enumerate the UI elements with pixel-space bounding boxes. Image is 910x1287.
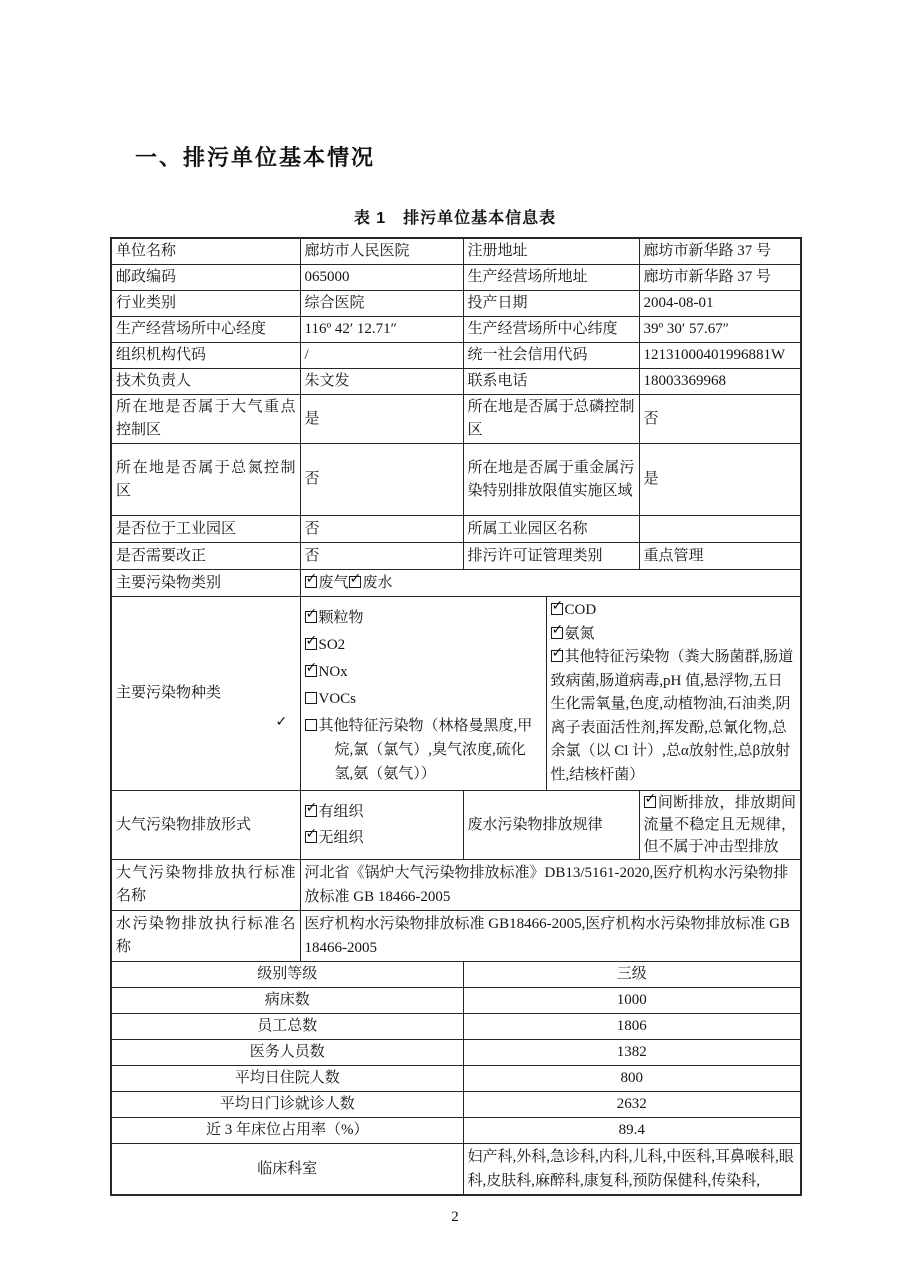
water-rule-label: 间断排放，排放期间流量不稳定且无规律，但不属于冲击型排放 (643, 795, 797, 855)
basic-info-table (110, 237, 802, 1196)
cell-label: 平均日住院人数 (111, 1066, 463, 1092)
cell-label: 主要污染物种类 (111, 597, 300, 791)
cell-value: 1382 (463, 1040, 801, 1066)
cell-value: 否 (300, 516, 463, 543)
table-row (111, 570, 801, 597)
air-form-item (305, 825, 459, 851)
cell-value: 2004-08-01 (639, 291, 801, 317)
cell-value: 1000 (463, 988, 801, 1014)
air-form-cell (300, 791, 463, 860)
cell-label: 所在地是否属于大气重点控制区 (111, 395, 300, 444)
checkbox-icon (305, 805, 317, 817)
cell-label: 主要污染物类别 (111, 570, 300, 597)
cell-label: 联系电话 (463, 369, 639, 395)
cell-value: 否 (639, 395, 801, 444)
cell-label: 废水污染物排放规律 (463, 791, 639, 860)
table-row (111, 860, 801, 911)
cell-label: 生产经营场所中心经度 (111, 317, 300, 343)
cell-value: 廊坊市人民医院 (300, 238, 463, 265)
cell-value: 医疗机构水污染物排放标准 GB18466-2005,医疗机构水污染物排放标准 GB 18466-2005 (300, 911, 801, 962)
table-row (111, 395, 801, 444)
table-row (111, 317, 801, 343)
checkbox-icon (305, 638, 317, 650)
pollutant-label: 其他特征污染物（林格曼黑度,甲烷,氯（氯气）,臭气浓度,硫化氢,氨（氨气）） (318, 718, 533, 782)
pollutant-item (305, 714, 542, 786)
air-form-label: 无组织 (318, 830, 364, 846)
cell-value: 是 (639, 444, 801, 516)
air-pollutants-cell (300, 597, 546, 791)
table-row (111, 238, 801, 265)
cell-value: 39º 30′ 57.67″ (639, 317, 801, 343)
checkbox-icon (551, 650, 563, 662)
table-row (111, 597, 801, 791)
checkbox-icon (305, 692, 317, 704)
water-pollutants-cell (546, 597, 801, 791)
table-row (111, 291, 801, 317)
category-label: 废气 (318, 574, 349, 591)
table-row (111, 444, 801, 516)
cell-label: 注册地址 (463, 238, 639, 265)
cell-value: 否 (300, 543, 463, 570)
cell-value: 廊坊市新华路 37 号 (639, 265, 801, 291)
table-caption: 表 1 排污单位基本信息表 (353, 210, 557, 227)
pollutant-label: 其他特征污染物（粪大肠菌群,肠道致病菌,肠道病毒,pH 值,悬浮物,五日生化需氧量,色度,动植物油,石油类,阴离子表面活性剂,挥发酚,总氰化物,总余氯（以 Cl 计）,总α放射性,总β放射性,结核杆菌） (550, 649, 794, 783)
table-row (111, 962, 801, 988)
cell-value: 妇产科,外科,急诊科,内科,儿科,中医科,耳鼻喉科,眼科,皮肤科,麻醉科,康复科,预防保健科,传染科, (463, 1144, 801, 1196)
cell-value: 三级 (463, 962, 801, 988)
category-label: 废水 (362, 574, 393, 591)
cell-label: 医务人员数 (111, 1040, 463, 1066)
cell-label: 单位名称 (111, 238, 300, 265)
cell-value: 18003369968 (639, 369, 801, 395)
cell-label: 生产经营场所地址 (463, 265, 639, 291)
pollutant-label: 氨氮 (564, 625, 595, 642)
table-row (111, 791, 801, 860)
cell-label: 投产日期 (463, 291, 639, 317)
cell-label: 邮政编码 (111, 265, 300, 291)
pollutant-label: COD (564, 602, 597, 618)
table-row (111, 369, 801, 395)
pollutant-label: NOx (318, 664, 348, 680)
section-heading: 一、排污单位基本情况 (135, 145, 376, 170)
cell-value: 065000 (300, 265, 463, 291)
cell-label: 临床科室 (111, 1144, 463, 1196)
table-row (111, 988, 801, 1014)
cell-value: 综合医院 (300, 291, 463, 317)
table-row (111, 1144, 801, 1196)
checkbox-icon (551, 627, 563, 639)
checkbox-icon (349, 576, 361, 588)
cell-label: 病床数 (111, 988, 463, 1014)
table-row (111, 1066, 801, 1092)
cell-value (639, 516, 801, 543)
cell-label: 所在地是否属于总磷控制区 (463, 395, 639, 444)
cell-label: 水污染物排放执行标准名称 (111, 911, 300, 962)
cell-value: 廊坊市新华路 37 号 (639, 238, 801, 265)
cell-value: 否 (300, 444, 463, 516)
cell-label: 员工总数 (111, 1014, 463, 1040)
water-rule-cell (639, 791, 801, 860)
pollutant-item (551, 623, 797, 647)
cell-value: 800 (463, 1066, 801, 1092)
cell-value: 河北省《锅炉大气污染物排放标准》DB13/5161-2020,医疗机构水污染物排放标准 GB 18466-2005 (300, 860, 801, 911)
category-item (305, 575, 349, 591)
cell-label: 所属工业园区名称 (463, 516, 639, 543)
cell-label: 行业类别 (111, 291, 300, 317)
cell-label: 生产经营场所中心纬度 (463, 317, 639, 343)
cell-label: 排污许可证管理类别 (463, 543, 639, 570)
pollutant-item (305, 687, 542, 711)
cell-value: / (300, 343, 463, 369)
checkbox-icon (551, 603, 563, 615)
checkbox-icon (305, 665, 317, 677)
cell-label: 平均日门诊就诊人数 (111, 1092, 463, 1118)
table-row (111, 911, 801, 962)
table-row (111, 1040, 801, 1066)
cell-label: 近 3 年床位占用率（%） (111, 1118, 463, 1144)
pollutant-label: 颗粒物 (318, 610, 364, 626)
cell-label: 是否位于工业园区 (111, 516, 300, 543)
table-row (111, 1118, 801, 1144)
checkbox-icon (305, 719, 317, 731)
cell-value: 是 (300, 395, 463, 444)
cell-value: 116º 42′ 12.71″ (300, 317, 463, 343)
cell-label: 级别等级 (111, 962, 463, 988)
pollutant-label: SO2 (318, 637, 346, 653)
pollutant-label: VOCs (318, 691, 357, 707)
air-form-item (305, 799, 459, 825)
checkbox-icon (305, 576, 317, 588)
table-row (111, 1014, 801, 1040)
cell-value: 89.4 (463, 1118, 801, 1144)
cell-label: 大气污染物排放执行标准名称 (111, 860, 300, 911)
cell-value: 1806 (463, 1014, 801, 1040)
cell-label: 大气污染物排放形式 (111, 791, 300, 860)
table-row (111, 543, 801, 570)
pollutant-item (305, 606, 542, 630)
cell-label: 技术负责人 (111, 369, 300, 395)
pollutant-item (551, 599, 797, 623)
cell-label: 是否需要改正 (111, 543, 300, 570)
checkbox-icon (305, 611, 317, 623)
air-form-label: 有组织 (318, 804, 364, 820)
pollutant-item (551, 646, 797, 787)
cell-value: 2632 (463, 1092, 801, 1118)
table-row (111, 265, 801, 291)
pollutant-category-cell (300, 570, 801, 597)
cell-label: 所在地是否属于总氮控制区 (111, 444, 300, 516)
pollutant-item (305, 660, 542, 684)
checkbox-icon (644, 796, 656, 808)
pollutant-item (305, 633, 542, 657)
table-row (111, 1092, 801, 1118)
table-row (111, 516, 801, 543)
cell-value: 朱文发 (300, 369, 463, 395)
cell-label: 所在地是否属于重金属污染特别排放限值实施区域 (463, 444, 639, 516)
table-row (111, 343, 801, 369)
cell-label: 统一社会信用代码 (463, 343, 639, 369)
cell-label: 组织机构代码 (111, 343, 300, 369)
page-number: 2 (451, 1209, 459, 1225)
checkbox-icon (305, 831, 317, 843)
cell-value: 12131000401996881W (639, 343, 801, 369)
cell-value: 重点管理 (639, 543, 801, 570)
category-item (349, 575, 393, 591)
